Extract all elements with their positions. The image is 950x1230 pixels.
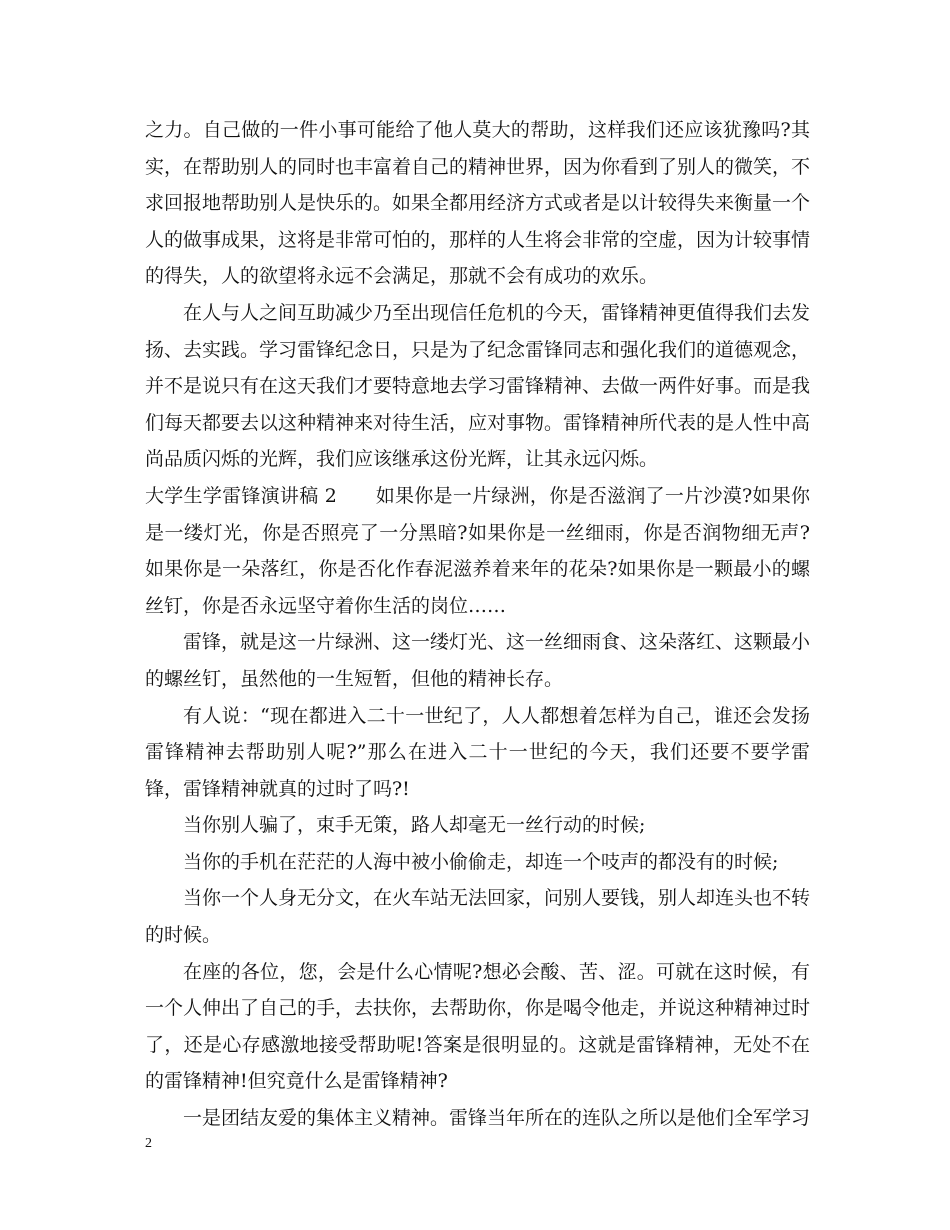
- paragraph-9: 在座的各位，您，会是什么心情呢?想必会酸、苦、涩。可就在这时候，有一个人伸出了自己的手，去扶你，去帮助你，你是喝令他走，并说这种精神过时了，还是心存感激地接受帮助呢!答案是很明显的。这就是雷锋精神，无处不在的雷锋精神!但究竟什么是雷锋精神?: [145, 960, 811, 1093]
- paragraph-8: 当你一个人身无分文，在火车站无法回家，问别人要钱，别人却连头也不转的时候。: [145, 887, 811, 947]
- page-number: 2: [145, 1136, 152, 1151]
- paragraph-10: 一是团结友爱的集体主义精神。雷锋当年所在的连队之所以是他们全军学习: [183, 1107, 811, 1130]
- paragraph-3: 大学生学雷锋演讲稿 2 如果你是一片绿洲，你是否滋润了一片沙漠?如果你是一缕灯光，你是否照亮了一分黑暗?如果你是一丝细雨，你是否润物细无声?如果你是一朵落红，你是否化作春泥滋养着来年的花朵?如果你是一颗最小的螺丝钉，你是否永远坚守着你生活的岗位……: [145, 484, 810, 617]
- paragraph-2: 在人与人之间互助减少乃至出现信任危机的今天，雷锋精神更值得我们去发扬、去实践。学习雷锋纪念日，只是为了纪念雷锋同志和强化我们的道德观念，并不是说只有在这天我们才要特意地去学习雷锋精神、去做一两件好事。而是我们每天都要去以这种精神来对待生活，应对事物。雷锋精神所代表的是人性中高尚品质闪烁的光辉，我们应该继承这份光辉，让其永远闪烁。: [145, 301, 811, 471]
- paragraph-5: 有人说：“现在都进入二十一世纪了，人人都想着怎样为自己，谁还会发扬雷锋精神去帮助别人呢?”那么在进入二十一世纪的今天，我们还要不要学雷锋，雷锋精神就真的过时了吗?!: [145, 704, 810, 800]
- paragraph-1: 之力。自己做的一件小事可能给了他人莫大的帮助，这样我们还应该犹豫吗?其实，在帮助别人的同时也丰富着自己的精神世界，因为你看到了别人的微笑，不求回报地帮助别人是快乐的。如果全都用经济方式或者是以计较得失来衡量一个人的做事成果，这将是非常可怕的，那样的人生将会非常的空虚，因为计较事情的得失，人的欲望将永远不会满足，那就不会有成功的欢乐。: [145, 119, 811, 288]
- body-text: [145, 112, 810, 1137]
- paragraph-6: 当你别人骗了，束手无策，路人却毫无一丝行动的时候;: [183, 814, 646, 837]
- paragraph-4: 雷锋，就是这一片绿洲、这一缕灯光、这一丝细雨食、这朵落红、这颗最小的螺丝钉，虽然他的一生短暂，但他的精神长存。: [145, 631, 811, 690]
- paragraph-7: 当你的手机在茫茫的人海中被小偷偷走，却连一个吱声的都没有的时候;: [183, 850, 779, 873]
